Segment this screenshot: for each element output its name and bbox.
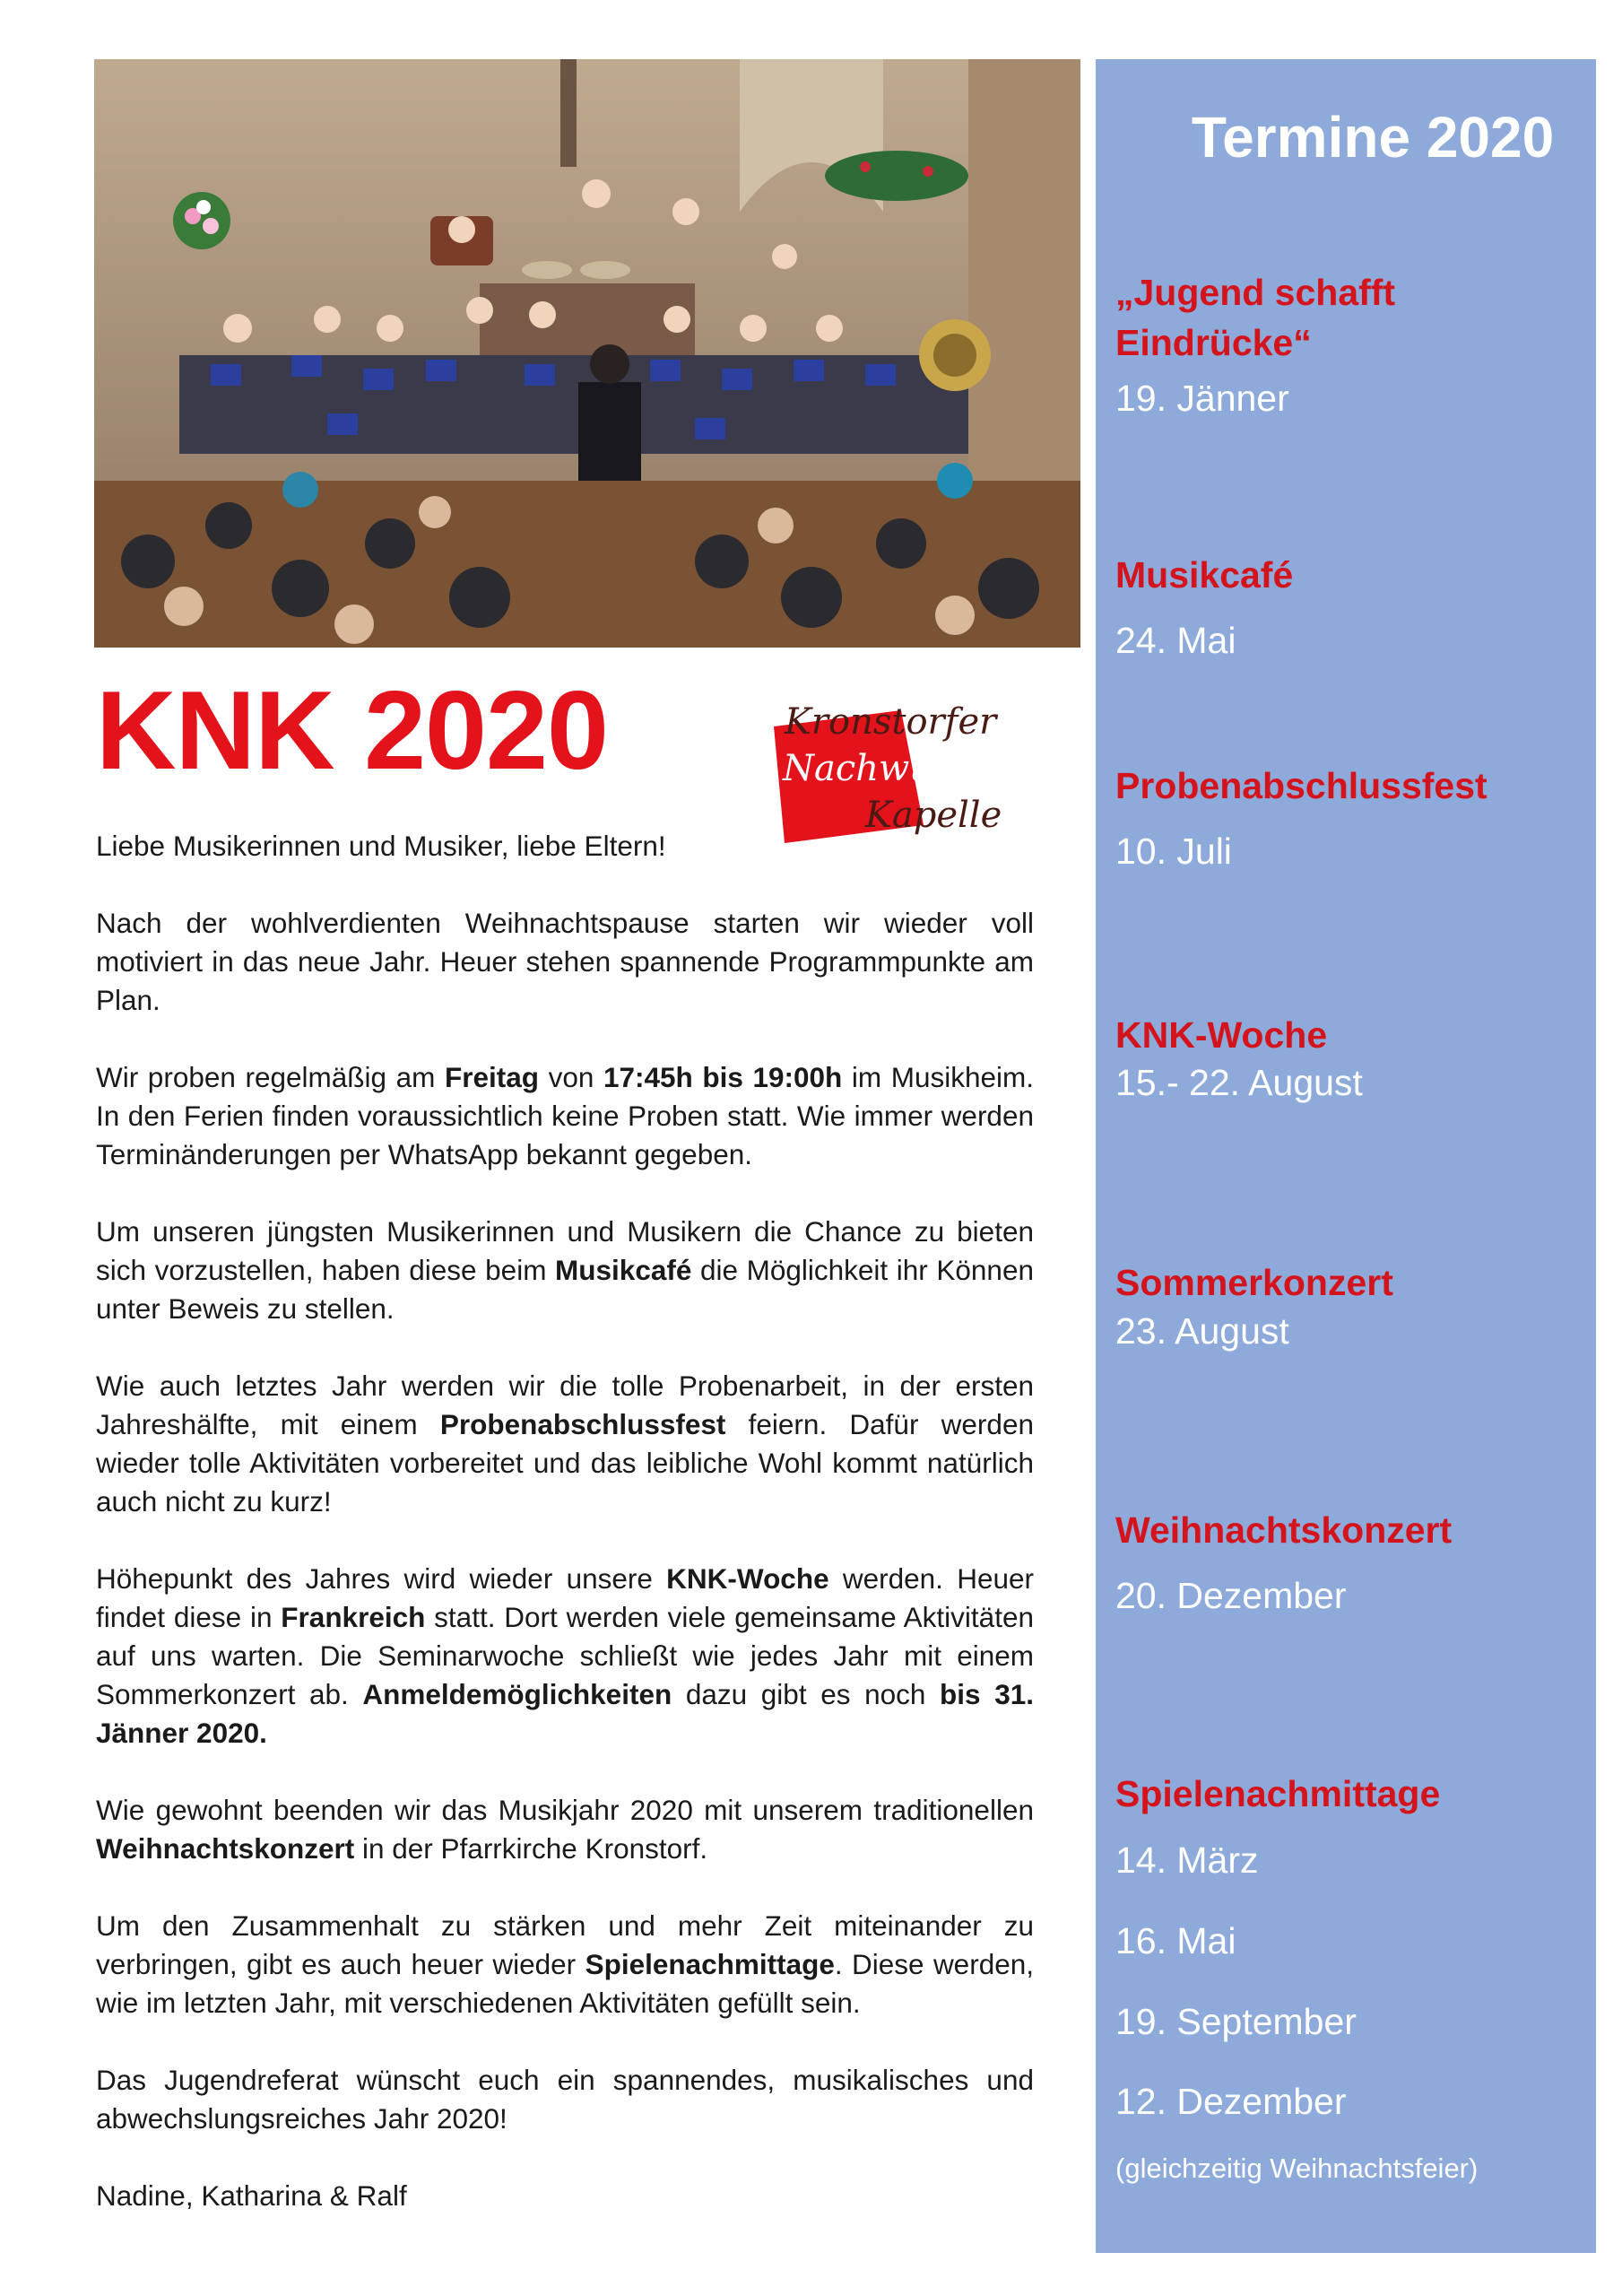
event-date: 24. Mai: [1115, 620, 1236, 661]
text: im Musikheim. In den Ferien finden voraussichtlich keine Proben statt. Wie immer werden Terminänderungen per WhatsApp bekannt gegeben.: [96, 1061, 1034, 1170]
event-date: 19. September: [1115, 2001, 1357, 2042]
highlight-anmeldung: Anmeldemöglichkeiten: [362, 1678, 672, 1710]
highlight-probenabschlussfest: Probenabschlussfest: [439, 1408, 726, 1440]
text: Wie gewohnt beenden wir das Musikjahr 2020 mit unserem traditionellen: [96, 1794, 1034, 1826]
text: Um unseren jüngsten Musikerinnen und Musikern die Chance zu bieten sich vorzustellen, haben diese beim: [96, 1215, 1034, 1286]
text: die Möglichkeit ihr Können unter Beweis zu stellen.: [96, 1254, 1034, 1325]
signature: Nadine, Katharina & Ralf: [96, 2179, 407, 2212]
event-name: „Jugend schafft Eindrücke“: [1115, 272, 1396, 363]
svg-text:Kapelle: Kapelle: [865, 795, 1002, 836]
event-date: 10. Juli: [1115, 831, 1232, 872]
dates-sidebar: [1096, 59, 1596, 2253]
text: Wie auch letztes Jahr werden wir die tolle Probenarbeit, in der ersten Jahreshälfte, mit einem: [96, 1370, 1034, 1440]
event-note: (gleichzeitig Weihnachtsfeier): [1115, 2152, 1479, 2184]
rehearsal-time: 17:45h bis 19:00h: [603, 1061, 843, 1093]
paragraph-spielenachmittage: [96, 1907, 1034, 2022]
text: Wir proben regelmäßig am: [96, 1061, 445, 1093]
event-date: 15.- 22. August: [1115, 1062, 1363, 1103]
concert-photo-illustration: [94, 59, 1080, 648]
paragraph-weihnachtskonzert: [96, 1791, 1034, 1868]
paragraph-knk-woche: [96, 1560, 1034, 1752]
text: feiern. Dafür werden wieder tolle Aktivitäten vorbereitet und das leibliche Wohl kommt natürlich auch nicht zu kurz!: [96, 1408, 1034, 1518]
page-title: KNK 2020: [96, 669, 608, 793]
event-name: Weihnachtskonzert: [1115, 1509, 1453, 1551]
text: Um den Zusammenhalt zu stärken und mehr Zeit miteinander zu verbringen, gibt es auch heuer wieder: [96, 1909, 1034, 1980]
text: in der Pfarrkirche Kronstorf.: [354, 1832, 708, 1865]
event-name: Probenabschlussfest: [1115, 765, 1488, 806]
event-date: 20. Dezember: [1115, 1575, 1347, 1616]
event-name: Sommerkonzert: [1115, 1262, 1393, 1303]
letter-body: [96, 827, 1034, 2215]
text: Höhepunkt des Jahres wird wieder unsere: [96, 1562, 667, 1595]
paragraph-intro: Nach der wohlverdienten Weihnachtspause starten wir wieder voll motiviert in das neue Jahr. Heuer stehen spannende Programmpunkte am Plan.: [96, 907, 1034, 1016]
highlight-weihnachtskonzert: Weihnachtskonzert: [96, 1832, 355, 1865]
event-name: KNK-Woche: [1115, 1014, 1328, 1056]
text: dazu gibt es noch: [672, 1678, 941, 1710]
event-date: 19. Jänner: [1115, 378, 1289, 419]
event-name: Musikcafé: [1115, 554, 1294, 596]
concert-photo: [94, 59, 1080, 648]
event-date: 23. August: [1115, 1310, 1289, 1352]
svg-text:Nachwuchs: Nachwuchs: [783, 748, 994, 789]
svg-text:Kronstorfer: Kronstorfer: [785, 701, 997, 743]
text: statt. Dort werden viele gemeinsame Aktivitäten auf uns warten. Die Seminarwoche schließt wie jedes Jahr mit einem Sommerkonzert ab.: [96, 1601, 1034, 1710]
sidebar-title: Termine 2020: [1191, 105, 1555, 170]
highlight-deadline: bis 31. Jänner 2020.: [96, 1678, 1034, 1749]
event-name: Spielenachmittage: [1115, 1773, 1441, 1814]
paragraph-probenabschlussfest: [96, 1367, 1034, 1521]
rehearsal-day: Freitag: [444, 1061, 540, 1093]
text: werden. Heuer findet diese in: [96, 1562, 1034, 1633]
event-date: 14. März: [1115, 1839, 1259, 1881]
highlight-spielenachmittage: Spielenachmittage: [585, 1948, 835, 1980]
event-date: 16. Mai: [1115, 1920, 1236, 1961]
highlight-frankreich: Frankreich: [281, 1601, 426, 1633]
paragraph-rehearsals: [96, 1058, 1034, 1174]
highlight-knk-woche: KNK-Woche: [666, 1562, 829, 1595]
text: von: [539, 1061, 603, 1093]
text: . Diese werden, wie im letzten Jahr, mit verschiedenen Aktivitäten gefüllt sein.: [96, 1948, 1035, 2019]
event-date: 12. Dezember: [1115, 2081, 1347, 2122]
salutation: Liebe Musikerinnen und Musiker, liebe Eltern!: [96, 830, 666, 862]
highlight-musikcafe: Musikcafé: [555, 1254, 692, 1286]
paragraph-closing: Das Jugendreferat wünscht euch ein spannendes, musikalisches und abwechslungsreiches Jahr 2020!: [96, 2064, 1034, 2135]
paragraph-musikcafe: [96, 1213, 1034, 1328]
